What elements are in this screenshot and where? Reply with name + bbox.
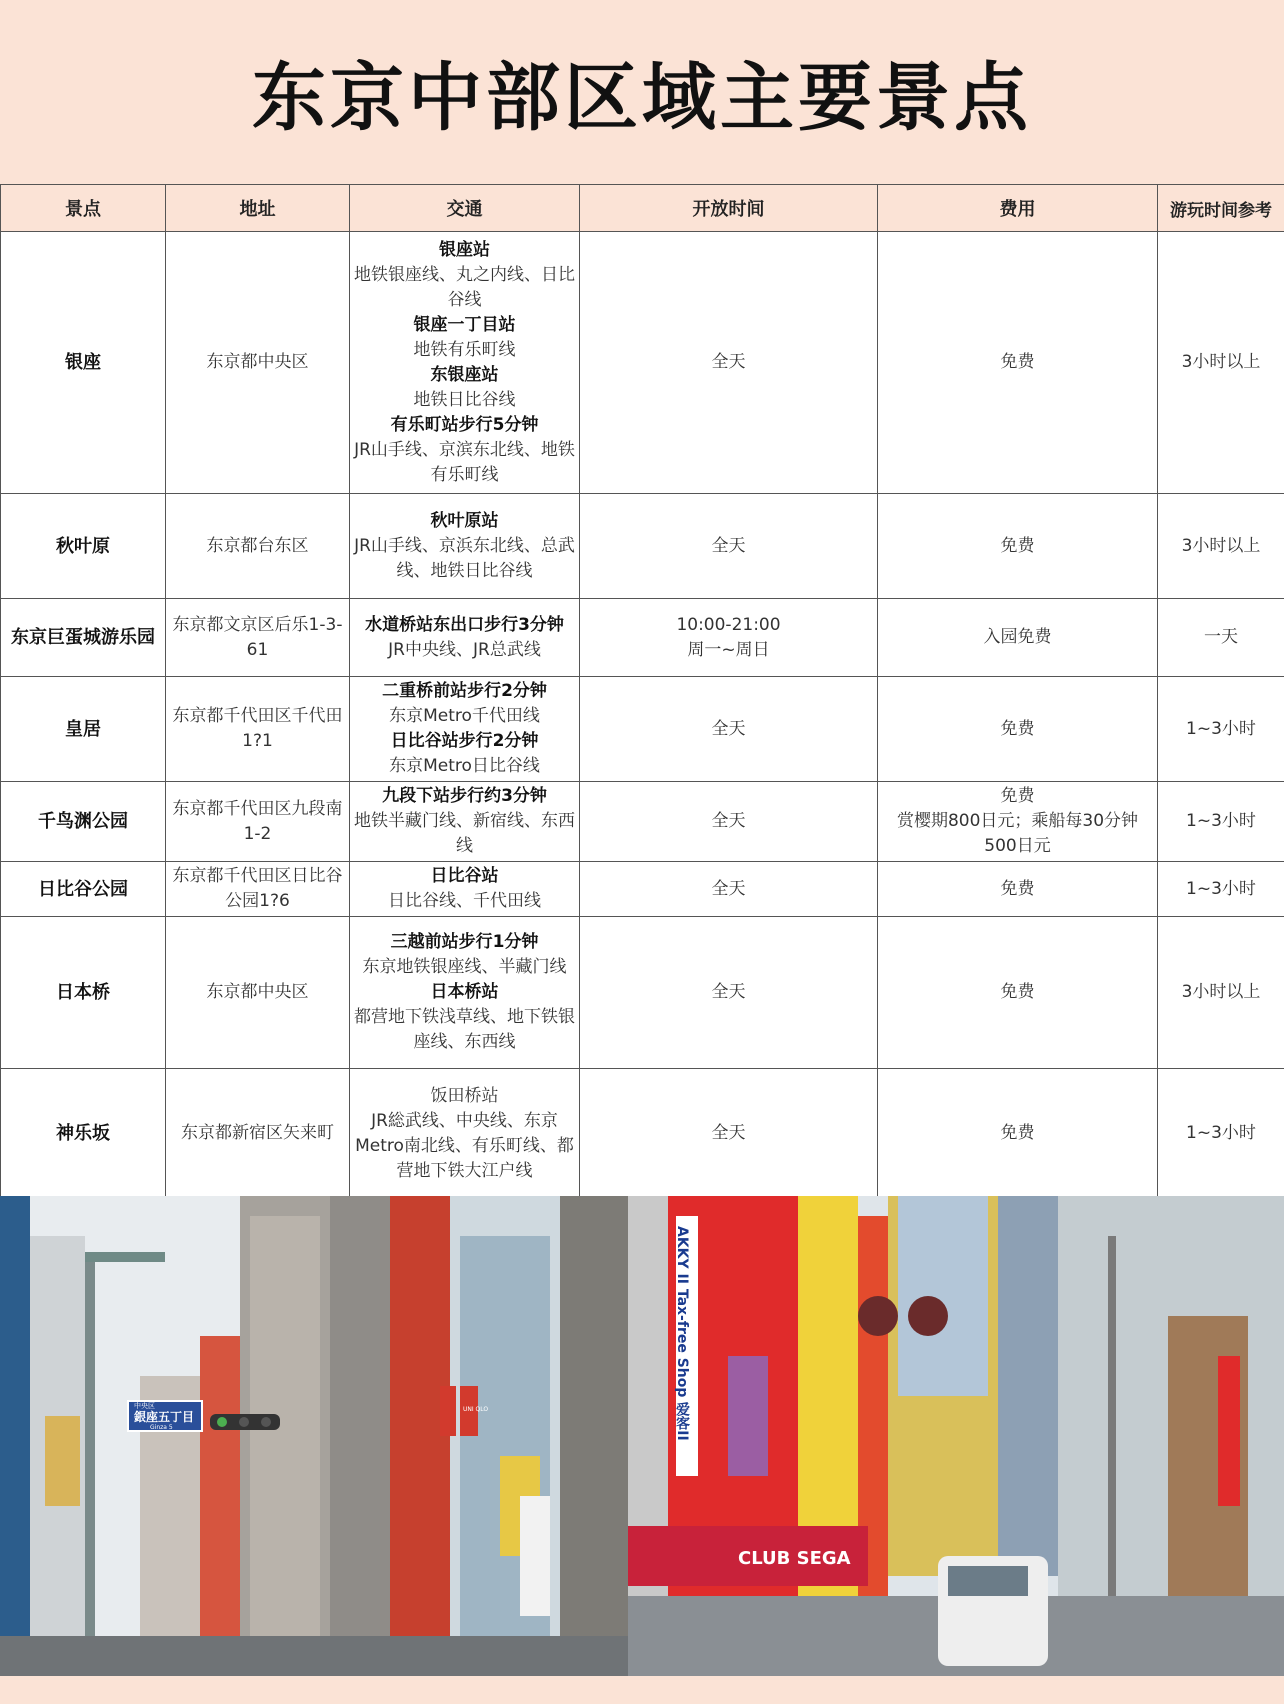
spot-duration: 1~3小时 — [1158, 1069, 1284, 1199]
spot-name: 东京巨蛋城游乐园 — [1, 599, 166, 677]
table-row — [1, 782, 1284, 862]
transit-station: 有乐町站步行5分钟 — [390, 414, 539, 435]
transit-lines: 东京地铁银座线、半藏门线 — [362, 957, 567, 977]
page-title: 东京中部区域主要景点 — [252, 55, 1032, 141]
table-row — [1, 494, 1284, 599]
spot-name: 神乐坂 — [1, 1069, 166, 1199]
spot-name: 皇居 — [1, 677, 166, 782]
transit-lines: JR中央线、JR总武线 — [388, 639, 541, 660]
transit-lines: 东京Metro日比谷线 — [389, 756, 540, 776]
spot-address: 东京都千代田区日比谷公园1?6 — [166, 862, 350, 917]
header-spot: 景点 — [1, 185, 166, 232]
transit-lines: 地铁日比谷线 — [413, 389, 516, 410]
spot-address: 东京都台东区 — [166, 494, 350, 599]
bottom-margin — [0, 1676, 1284, 1704]
hours-line: 全天 — [711, 352, 746, 372]
table-row — [1, 1069, 1284, 1199]
transit-station: 二重桥前站步行2分钟 — [382, 681, 547, 701]
ginza-street-illustration — [0, 1196, 628, 1676]
fee-line: 入园免费 — [983, 627, 1052, 647]
spot-name: 秋叶原 — [1, 494, 166, 599]
spot-address: 东京都中央区 — [166, 917, 350, 1069]
table-row — [1, 917, 1284, 1069]
spot-fee — [878, 232, 1158, 494]
transit-lines: JR山手线、京浜东北线、总武线、地铁日比谷线 — [354, 535, 575, 581]
spot-duration: 1~3小时 — [1158, 782, 1284, 862]
spot-name: 千鸟渊公园 — [1, 782, 166, 862]
spot-hours — [580, 862, 878, 917]
fee-line: 免费 — [1000, 878, 1035, 899]
attractions-table — [0, 184, 1284, 1199]
spot-duration: 3小时以上 — [1158, 494, 1284, 599]
akky-shop-sign: AKKY II Tax-free Shop 爱客II — [674, 1226, 690, 1441]
spot-hours — [580, 494, 878, 599]
table-row — [1, 862, 1284, 917]
spot-transit — [350, 677, 580, 782]
spot-duration: 一天 — [1158, 599, 1284, 677]
spot-name: 银座 — [1, 232, 166, 494]
spot-fee — [878, 1069, 1158, 1199]
transit-lines: 饭田桥站 — [430, 1085, 499, 1106]
spot-duration: 3小时以上 — [1158, 917, 1284, 1069]
transit-lines: 日比谷线、千代田线 — [388, 891, 541, 911]
spot-duration: 3小时以上 — [1158, 232, 1284, 494]
fee-line: 赏樱期800日元；乘船每30分钟500日元 — [896, 811, 1139, 856]
spot-hours — [580, 599, 878, 677]
spot-transit — [350, 862, 580, 917]
header-address: 地址 — [166, 185, 350, 232]
spot-transit — [350, 1069, 580, 1199]
table-header-row — [1, 185, 1284, 232]
transit-lines: 东京Metro千代田线 — [389, 706, 540, 726]
hours-line: 全天 — [711, 811, 746, 831]
transit-station: 水道桥站东出口步行3分钟 — [365, 614, 564, 635]
akihabara-street-illustration — [628, 1196, 1284, 1676]
club-sega-sign: CLUB SEGA — [738, 1548, 851, 1569]
transit-station: 三越前站步行1分钟 — [390, 932, 539, 952]
spot-fee — [878, 862, 1158, 917]
spot-transit — [350, 599, 580, 677]
header-duration: 游玩时间参考 — [1158, 185, 1284, 232]
spot-fee — [878, 677, 1158, 782]
spot-transit — [350, 494, 580, 599]
ginza-sign-text: 銀座五丁目 — [134, 1410, 195, 1424]
spot-fee — [878, 494, 1158, 599]
table-row — [1, 599, 1284, 677]
hours-line: 全天 — [711, 535, 746, 556]
transit-lines: 都营地下铁浅草线、地下铁银座线、东西线 — [354, 1007, 575, 1052]
spot-hours — [580, 782, 878, 862]
fee-line: 免费 — [1000, 982, 1035, 1002]
transit-lines: JR総武线、中央线、东京Metro南北线、有乐町线、都营地下铁大江户线 — [355, 1110, 574, 1181]
hours-line: 10:00-21:00 — [676, 614, 781, 635]
spot-address: 东京都新宿区矢来町 — [166, 1069, 350, 1199]
spot-fee — [878, 599, 1158, 677]
spot-address: 东京都千代田区千代田1?1 — [166, 677, 350, 782]
spot-name: 日比谷公园 — [1, 862, 166, 917]
table-row — [1, 232, 1284, 494]
hours-line: 全天 — [711, 982, 746, 1002]
ginza-sign-sub: Ginza 5 — [150, 1424, 173, 1431]
fee-line: 免费 — [1000, 535, 1035, 556]
page-header — [0, 0, 1284, 184]
transit-station: 日比谷站 — [430, 866, 499, 886]
spot-hours — [580, 232, 878, 494]
transit-station: 日比谷站步行2分钟 — [390, 731, 539, 751]
table-row — [1, 677, 1284, 782]
photo-strip — [0, 1196, 1284, 1676]
hours-line: 周一~周日 — [687, 639, 770, 660]
fee-line: 免费 — [1000, 786, 1035, 806]
spot-hours — [580, 917, 878, 1069]
transit-station: 九段下站步行约3分钟 — [382, 786, 547, 806]
fee-line: 免费 — [1000, 352, 1035, 372]
hours-line: 全天 — [711, 1123, 746, 1143]
transit-station: 银座一丁目站 — [413, 314, 516, 335]
transit-lines: 地铁有乐町线 — [413, 339, 516, 360]
spot-transit — [350, 782, 580, 862]
transit-station: 银座站 — [439, 239, 490, 260]
spot-duration: 1~3小时 — [1158, 862, 1284, 917]
transit-station: 日本桥站 — [430, 982, 499, 1002]
spot-transit — [350, 232, 580, 494]
transit-station: 东银座站 — [430, 364, 499, 385]
spot-transit — [350, 917, 580, 1069]
spot-fee — [878, 782, 1158, 862]
ginza-street-photo — [0, 1196, 628, 1676]
spot-address: 东京都千代田区九段南1-2 — [166, 782, 350, 862]
spot-hours — [580, 677, 878, 782]
fee-line: 免费 — [1000, 1123, 1035, 1143]
transit-lines: JR山手线、京滨东北线、地铁有乐町线 — [354, 439, 575, 485]
spot-fee — [878, 917, 1158, 1069]
spot-hours — [580, 1069, 878, 1199]
spot-name: 日本桥 — [1, 917, 166, 1069]
hours-line: 全天 — [711, 878, 746, 899]
transit-lines: 地铁银座线、丸之内线、日比谷线 — [354, 264, 575, 310]
fee-line: 免费 — [1000, 718, 1035, 739]
transit-station: 秋叶原站 — [430, 510, 499, 531]
header-fee: 费用 — [878, 185, 1158, 232]
ginza-sign-top: 中央区 — [134, 1402, 155, 1410]
spot-address: 东京都文京区后乐1-3-61 — [166, 599, 350, 677]
header-transit: 交通 — [350, 185, 580, 232]
transit-lines: 地铁半藏门线、新宿线、东西线 — [354, 811, 575, 856]
spot-duration: 1~3小时 — [1158, 677, 1284, 782]
header-hours: 开放时间 — [580, 185, 878, 232]
spot-address: 东京都中央区 — [166, 232, 350, 494]
hours-line: 全天 — [711, 718, 746, 739]
uniqlo-sign: UNI QLO — [463, 1406, 489, 1413]
akihabara-street-photo — [628, 1196, 1284, 1676]
